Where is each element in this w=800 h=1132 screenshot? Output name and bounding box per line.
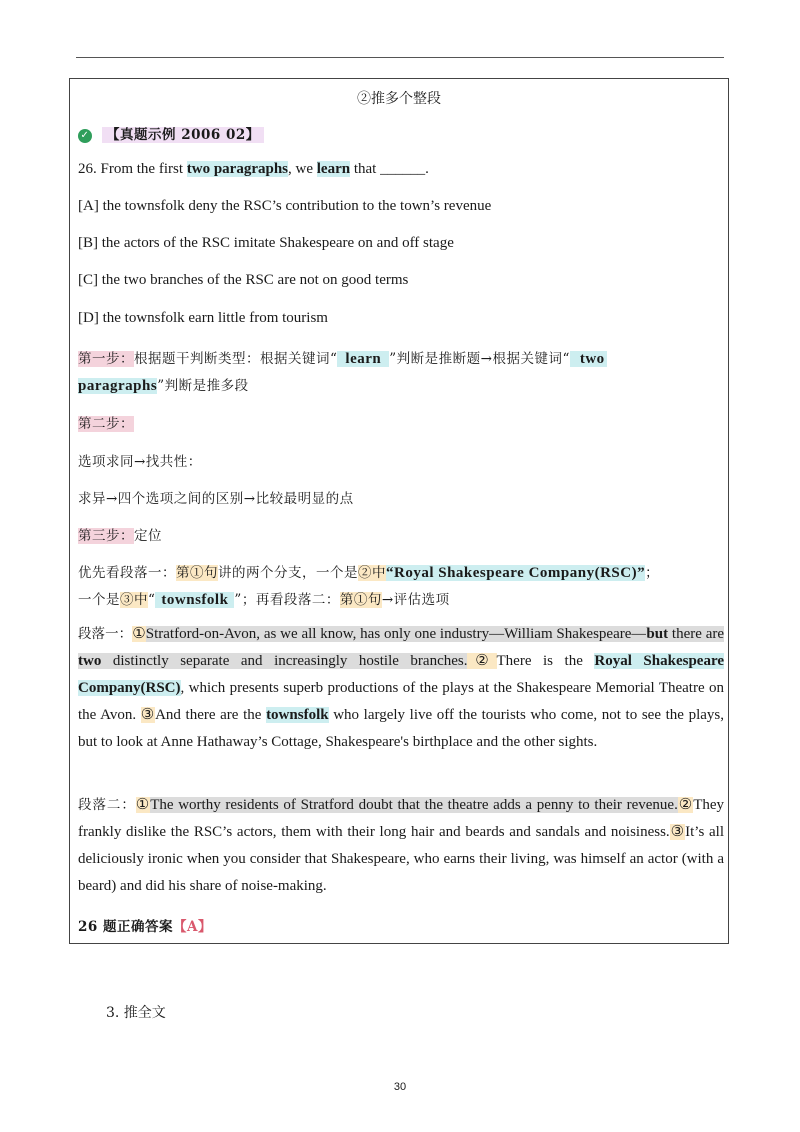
para1-s1-two: two — [78, 653, 102, 669]
para2-s2: They frankly dislike the RSC’s actors, them with their long hair and beards and sandals and noisiness. — [78, 797, 725, 840]
check-circle-icon: ✓ — [78, 129, 92, 143]
para2-s1-num: ① — [135, 797, 151, 813]
para1-s3-num: ③ — [140, 707, 156, 723]
step3-a6: ； — [645, 565, 660, 581]
para2-s3: It’s all deliciously ironic when you consider that Shakespeare, who earns their living, was himself an actor (with a beard) and did his share of noise-making. — [78, 824, 724, 894]
page-number: 30 — [393, 1081, 407, 1093]
step3-line2 — [78, 588, 450, 609]
para1-s2-num: ② — [467, 653, 497, 669]
para1-s2a: There is the — [496, 653, 595, 669]
step3-label — [78, 524, 162, 544]
para2-s2-num: ② — [677, 797, 694, 813]
step3-a1: 优先看段落一： — [78, 565, 176, 581]
stem-mid: , we — [288, 161, 317, 177]
para2-s1: The worthy residents of Stratford doubt that the theatre adds a penny to their revenue. — [150, 797, 678, 813]
step3-label-suffix: 定位 — [134, 528, 162, 544]
stem-keyword-paragraphs: two paragraphs — [186, 161, 289, 177]
option-b: [B] the actors of the RSC imitate Shakespeare on and off stage — [78, 235, 454, 251]
step3-b7: →评估选项 — [381, 592, 450, 608]
para1-keyword-townsfolk: townsfolk — [266, 707, 329, 723]
para1-s1-but: but — [646, 626, 669, 642]
para1-label: 段落一： — [78, 626, 133, 642]
content-box — [69, 78, 729, 944]
example-tag: 【真题示例 2006 02】 — [102, 127, 264, 143]
step1-line1 — [78, 347, 607, 368]
para1-s1-num: ① — [132, 626, 146, 642]
step3-a3: 讲的两个分支，一个是 — [218, 565, 358, 581]
para1-keyword-rsc: Royal Shakespeare Company(RSC) — [78, 653, 724, 696]
step3-b2: ③中 — [120, 592, 148, 608]
para1-s3b: who largely live off the tourists who come, not to see the plays, but to look at Anne Hathaway’s Cottage, Shakespeare's birthplace and the other sights. — [78, 707, 725, 750]
stem-suffix: that ______. — [350, 161, 429, 177]
step2-line1: 选项求同→找共性： — [78, 454, 202, 470]
step3-b3: “ — [148, 592, 156, 608]
stem-keyword-learn: learn — [316, 161, 351, 177]
para2-label: 段落二： — [78, 797, 136, 813]
paragraph-two — [78, 792, 724, 900]
para1-s2b: , which presents superb productions of the plays at the Shakespeare Memorial Theatre on the Avon. — [78, 680, 724, 723]
step3-a4: ②中 — [358, 565, 386, 581]
para1-s1b: there are — [668, 626, 724, 642]
step3-a2: 第①句 — [176, 565, 218, 581]
step1-text2: ”判断是推断题→根据关键词“ — [389, 351, 570, 367]
question-stem — [78, 161, 429, 178]
step1-keyword-paragraphs: paragraphs — [78, 378, 158, 394]
step2-label — [78, 412, 134, 432]
step2-line2: 求异→四个选项之间的区别→比较最明显的点 — [78, 491, 354, 507]
step3-b1: 一个是 — [78, 592, 120, 608]
step3-keyword-townsfolk: townsfolk — [155, 592, 234, 608]
step3-b5: ”；再看段落二： — [234, 592, 340, 608]
option-c: [C] the two branches of the RSC are not on good terms — [78, 272, 409, 288]
step1-text3: ”判断是推多段 — [157, 378, 249, 394]
option-a: [A] the townsfolk deny the RSC’s contribution to the town’s revenue — [78, 198, 492, 214]
answer-value: 【A】 — [173, 919, 212, 935]
step3-b6: 第①句 — [339, 592, 382, 608]
step2-label-text: 第二步： — [78, 416, 134, 432]
step1-text1: 根据题干判断类型：根据关键词“ — [134, 351, 338, 367]
answer-line — [78, 915, 212, 935]
paragraph-one — [78, 621, 724, 756]
header-rule — [76, 57, 724, 58]
step3-keyword-rsc: “Royal Shakespeare Company(RSC)” — [386, 565, 646, 581]
para1-s1a: Stratford-on-Avon, as we all know, has only one industry—William Shakespeare— — [145, 626, 647, 642]
next-section-heading: 3. 推全文 — [106, 1005, 166, 1021]
section-title: ②推多个整段 — [357, 91, 441, 107]
stem-prefix: 26. From the first — [78, 161, 187, 177]
step3-label-text: 第三步： — [78, 528, 134, 544]
step3-line1 — [78, 561, 659, 582]
step1-line2 — [78, 374, 249, 395]
step1-keyword-two: two — [570, 351, 607, 367]
answer-label: 26 题正确答案 — [78, 919, 173, 935]
step1-keyword-learn: learn — [337, 351, 389, 367]
step1-label: 第一步： — [78, 351, 134, 367]
example-tag-line — [78, 123, 264, 143]
para1-s1c: distinctly separate and increasingly hostile branches. — [101, 653, 468, 669]
para2-s3-num: ③ — [669, 824, 686, 840]
para1-s3a: And there are the — [155, 707, 267, 723]
option-d: [D] the townsfolk earn little from tourism — [78, 310, 328, 326]
